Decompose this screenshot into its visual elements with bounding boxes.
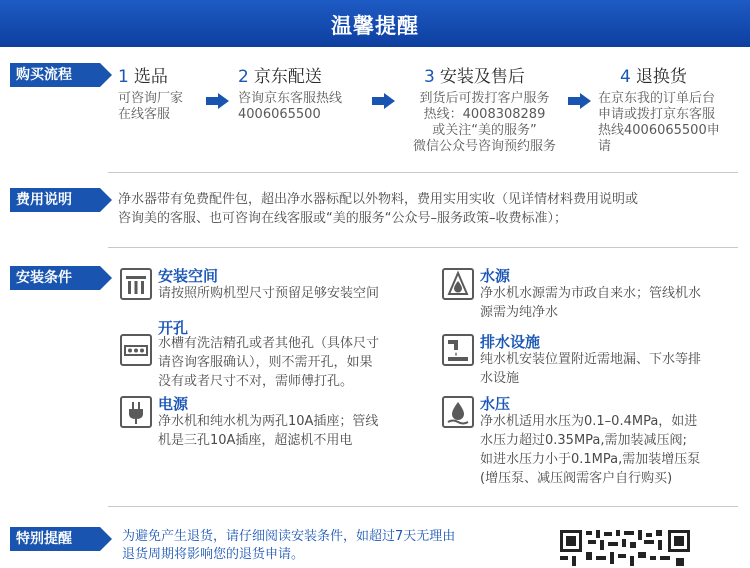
step-title: 1 选品 [118, 67, 168, 87]
section-divider [108, 247, 738, 248]
install-item-description: 净水机适用水压为0.1–0.4MPa，如进 水压力超过0.35MPa,需加装减压阀; 如进水压力小于0.1MPa,需加装增压泵 (增压泵、减压阀需客户自行购买) [480, 414, 701, 486]
step-description: 在京东我的订单后台 申请或拨打京东客服 热线4006065500申 请 [598, 91, 720, 154]
step-description: 可咨询厂家 在线客服 [118, 91, 184, 122]
notice-text: 为避免产生退货，请仔细阅读安装条件，如超过7天无理由 退货周期将影响您的退货申请。 [122, 529, 456, 562]
purchase-step-4 [598, 62, 738, 155]
install-item-water-source [442, 268, 742, 318]
install-item-description: 水槽有洗洁精孔或者其他孔（具体尺寸 请咨询客服确认），则不需开孔，如果 没有或者尺寸不对，需师傅打孔。 [158, 336, 380, 389]
section-divider [108, 506, 738, 507]
install-item-title: 安装空间 [158, 267, 219, 285]
install-item-space [120, 268, 430, 308]
header-banner [0, 0, 750, 47]
page-title: 温馨提醒 [331, 14, 419, 38]
install-item-description: 请按照所购机型尺寸预留足够安装空间 [158, 286, 380, 301]
install-item-pressure [442, 396, 742, 486]
purchase-step-3 [402, 62, 567, 155]
hole-icon [120, 334, 152, 366]
step-number: 3 [424, 67, 435, 87]
fees-description: 净水器带有免费配件包，超出净水器标配以外物料，费用实用实收（见详情材料费用说明或 咨询美的客服、也可咨询在线客服或“美的服务“公众号–服务政策–收费标准）； [118, 192, 639, 226]
install-item-description: 纯水机安装位置附近需地漏、下水等排 水设施 [480, 352, 702, 386]
install-item-drain [442, 334, 742, 384]
install-item-title: 水源 [480, 267, 511, 285]
step-description: 到货后可拨打客户服务 热线：4008308289 或关注“美的服务” 微信公众号咨询预约服务 [412, 91, 556, 154]
arrow-right-icon [206, 93, 230, 109]
section-tag-notice: 特别提醒 [10, 527, 100, 551]
step-number: 1 [118, 67, 129, 87]
plug-icon [120, 396, 152, 428]
install-item-title: 电源 [158, 395, 189, 413]
qr-code-icon [560, 528, 690, 568]
step-title: 3 安装及售后 [424, 67, 525, 87]
drain-icon [442, 334, 474, 366]
water-source-icon [442, 268, 474, 300]
arrow-right-icon [372, 93, 396, 109]
section-tag-purchase: 购买流程 [10, 63, 100, 87]
space-icon [120, 268, 152, 300]
step-description: 咨询京东客服热线 4006065500 [238, 91, 343, 122]
step-number: 4 [620, 67, 631, 87]
pressure-icon [442, 396, 474, 428]
install-item-title: 水压 [480, 395, 511, 413]
install-item-description: 净水机和纯水机为两孔10A插座；管线 机是三孔10A插座，超滤机不用电 [158, 414, 379, 448]
section-tag-fees: 费用说明 [10, 188, 100, 212]
step-title: 4 退换货 [620, 67, 687, 87]
install-item-title: 排水设施 [480, 333, 541, 351]
section-divider [108, 172, 738, 173]
install-item-title: 开孔 [158, 319, 189, 337]
install-item-power [120, 396, 430, 446]
install-item-hole [120, 319, 430, 394]
arrow-right-icon [568, 93, 592, 109]
section-tag-install: 安装条件 [10, 266, 100, 290]
install-item-description: 净水机水源需为市政自来水；管线机水 源需为纯净水 [480, 286, 702, 320]
step-title: 2 京东配送 [238, 67, 322, 87]
step-number: 2 [238, 67, 249, 87]
purchase-step-2 [238, 62, 378, 123]
